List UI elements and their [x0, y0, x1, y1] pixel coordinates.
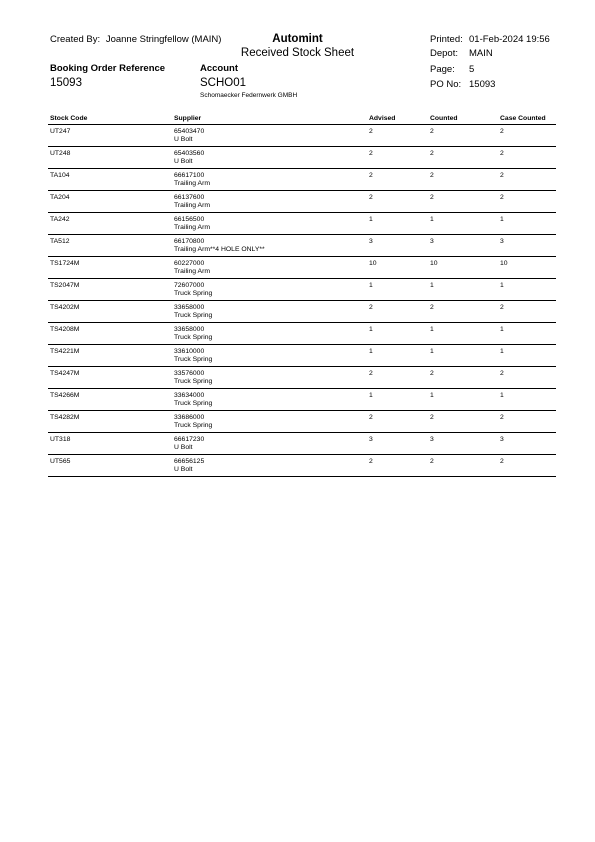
- supplier-code: 66170800: [174, 238, 205, 245]
- counted-qty: 1: [430, 348, 434, 355]
- table-row: [48, 213, 556, 235]
- stock-code: TS2047M: [50, 282, 80, 289]
- counted-qty: 1: [430, 392, 434, 399]
- table-row: [48, 147, 556, 169]
- supplier-cell: [174, 260, 210, 276]
- page-label: Page:: [430, 64, 455, 75]
- advised-qty: 3: [369, 238, 373, 245]
- supplier-cell: [174, 370, 212, 386]
- supplier-cell: [174, 150, 204, 166]
- advised-qty: 2: [369, 304, 373, 311]
- advised-qty: 2: [369, 414, 373, 421]
- item-description: Truck Spring: [174, 422, 213, 429]
- supplier-code: 65403560: [174, 150, 205, 157]
- printed-value: 01-Feb-2024 19:56: [469, 34, 550, 45]
- printed-label: Printed:: [430, 34, 463, 45]
- advised-qty: 2: [369, 150, 373, 157]
- created-by: [50, 34, 221, 45]
- stock-code: TA104: [50, 172, 70, 179]
- table-row: [48, 433, 556, 455]
- case-counted-qty: 2: [500, 194, 504, 201]
- item-description: Truck Spring: [174, 378, 213, 385]
- case-counted-qty: 2: [500, 304, 504, 311]
- page-number: 5: [469, 64, 475, 75]
- table-row: [48, 411, 556, 433]
- counted-qty: 2: [430, 370, 434, 377]
- table-row: [48, 455, 556, 477]
- account-label: Account: [200, 63, 238, 74]
- advised-qty: 2: [369, 370, 373, 377]
- table-row: [48, 279, 556, 301]
- supplier-code: 66617100: [174, 172, 205, 179]
- col-header-counted: Counted: [430, 115, 458, 122]
- supplier-code: 66617230: [174, 436, 205, 443]
- table-header: [48, 114, 556, 125]
- item-description: Truck Spring: [174, 334, 213, 341]
- stock-code: TS4221M: [50, 348, 80, 355]
- counted-qty: 3: [430, 436, 434, 443]
- case-counted-qty: 2: [500, 150, 504, 157]
- supplier-cell: [174, 194, 210, 210]
- case-counted-qty: 1: [500, 392, 504, 399]
- advised-qty: 2: [369, 458, 373, 465]
- sheet-title: Received Stock Sheet: [240, 47, 355, 59]
- item-description: Truck Spring: [174, 290, 213, 297]
- advised-qty: 2: [369, 128, 373, 135]
- case-counted-qty: 2: [500, 458, 504, 465]
- counted-qty: 2: [430, 414, 434, 421]
- item-description: U Bolt: [174, 158, 193, 165]
- case-counted-qty: 3: [500, 436, 504, 443]
- advised-qty: 1: [369, 348, 373, 355]
- stock-code: UT318: [50, 436, 71, 443]
- booking-ref-label: Booking Order Reference: [50, 63, 166, 74]
- supplier-code: 60227000: [174, 260, 205, 267]
- item-description: Truck Spring: [174, 312, 213, 319]
- col-header-case-counted: Case Counted: [500, 115, 546, 122]
- case-counted-qty: 1: [500, 348, 504, 355]
- item-description: Trailing Arm: [174, 180, 211, 187]
- counted-qty: 3: [430, 238, 434, 245]
- counted-qty: 2: [430, 150, 434, 157]
- table-row: [48, 389, 556, 411]
- stock-code: TA204: [50, 194, 70, 201]
- depot-label: Depot:: [430, 48, 458, 59]
- stock-code: UT248: [50, 150, 71, 157]
- case-counted-qty: 2: [500, 172, 504, 179]
- item-description: U Bolt: [174, 444, 193, 451]
- counted-qty: 2: [430, 458, 434, 465]
- supplier-cell: [174, 414, 212, 430]
- supplier-code: 66156500: [174, 216, 205, 223]
- supplier-code: 33658000: [174, 326, 205, 333]
- advised-qty: 2: [369, 194, 373, 201]
- table-row: [48, 345, 556, 367]
- supplier-cell: [174, 326, 212, 342]
- case-counted-qty: 2: [500, 370, 504, 377]
- account-code: SCHO01: [200, 77, 247, 89]
- table-row: [48, 301, 556, 323]
- po-label: PO No:: [430, 79, 462, 90]
- counted-qty: 2: [430, 128, 434, 135]
- stock-code: TS4266M: [50, 392, 80, 399]
- table-body: [48, 125, 556, 477]
- advised-qty: 1: [369, 282, 373, 289]
- po-number: 15093: [469, 79, 496, 90]
- supplier-cell: [174, 128, 204, 144]
- table-row: [48, 323, 556, 345]
- supplier-cell: [174, 238, 265, 254]
- account-name: Schomaecker Federnwerk GMBH: [200, 92, 298, 99]
- col-header-supplier: Supplier: [174, 115, 202, 122]
- stock-code: TA512: [50, 238, 70, 245]
- supplier-code: 33686000: [174, 414, 205, 421]
- supplier-code: 66137600: [174, 194, 205, 201]
- created-by-label: Created By:: [50, 34, 101, 45]
- case-counted-qty: 1: [500, 216, 504, 223]
- table-row: [48, 257, 556, 279]
- supplier-code: 33610000: [174, 348, 205, 355]
- supplier-cell: [174, 216, 210, 232]
- stock-code: TS1724M: [50, 260, 80, 267]
- table-row: [48, 125, 556, 147]
- created-by-value: Joanne Stringfellow (MAIN): [105, 34, 222, 45]
- item-description: Trailing Arm: [174, 202, 211, 209]
- supplier-cell: [174, 458, 204, 474]
- supplier-cell: [174, 172, 210, 188]
- supplier-code: 33634000: [174, 392, 205, 399]
- counted-qty: 1: [430, 326, 434, 333]
- table-row: [48, 169, 556, 191]
- item-description: Truck Spring: [174, 400, 213, 407]
- stock-code: TS4208M: [50, 326, 80, 333]
- col-header-advised: Advised: [369, 115, 396, 122]
- supplier-cell: [174, 348, 212, 364]
- counted-qty: 10: [430, 260, 438, 267]
- supplier-cell: [174, 392, 212, 408]
- case-counted-qty: 10: [500, 260, 508, 267]
- stock-code: UT247: [50, 128, 71, 135]
- item-description: Trailing Arm: [174, 268, 211, 275]
- table-row: [48, 235, 556, 257]
- stock-code: TS4247M: [50, 370, 80, 377]
- case-counted-qty: 1: [500, 282, 504, 289]
- table-row: [48, 367, 556, 389]
- supplier-cell: [174, 304, 212, 320]
- advised-qty: 1: [369, 326, 373, 333]
- case-counted-qty: 2: [500, 128, 504, 135]
- col-header-stock-code: Stock Code: [50, 115, 88, 122]
- stock-code: TS4202M: [50, 304, 80, 311]
- supplier-code: 33658000: [174, 304, 205, 311]
- counted-qty: 2: [430, 194, 434, 201]
- counted-qty: 1: [430, 216, 434, 223]
- supplier-code: 65403470: [174, 128, 205, 135]
- supplier-cell: [174, 436, 204, 452]
- case-counted-qty: 1: [500, 326, 504, 333]
- item-description: Trailing Arm**4 HOLE ONLY**: [174, 246, 265, 253]
- advised-qty: 3: [369, 436, 373, 443]
- counted-qty: 2: [430, 304, 434, 311]
- item-description: Trailing Arm: [174, 224, 211, 231]
- supplier-code: 33576000: [174, 370, 205, 377]
- table-row: [48, 191, 556, 213]
- counted-qty: 2: [430, 172, 434, 179]
- supplier-code: 66656125: [174, 458, 205, 465]
- advised-qty: 2: [369, 172, 373, 179]
- case-counted-qty: 2: [500, 414, 504, 421]
- advised-qty: 10: [369, 260, 377, 267]
- item-description: Truck Spring: [174, 356, 213, 363]
- counted-qty: 1: [430, 282, 434, 289]
- supplier-cell: [174, 282, 212, 298]
- advised-qty: 1: [369, 216, 373, 223]
- company-name: Automint: [272, 33, 323, 45]
- depot-value: MAIN: [469, 48, 493, 59]
- stock-table: [48, 114, 556, 477]
- advised-qty: 1: [369, 392, 373, 399]
- item-description: U Bolt: [174, 136, 193, 143]
- case-counted-qty: 3: [500, 238, 504, 245]
- stock-code: TA242: [50, 216, 70, 223]
- stock-code: UT565: [50, 458, 71, 465]
- booking-ref-value: 15093: [50, 77, 82, 89]
- stock-code: TS4282M: [50, 414, 80, 421]
- item-description: U Bolt: [174, 466, 193, 473]
- supplier-code: 72607000: [174, 282, 205, 289]
